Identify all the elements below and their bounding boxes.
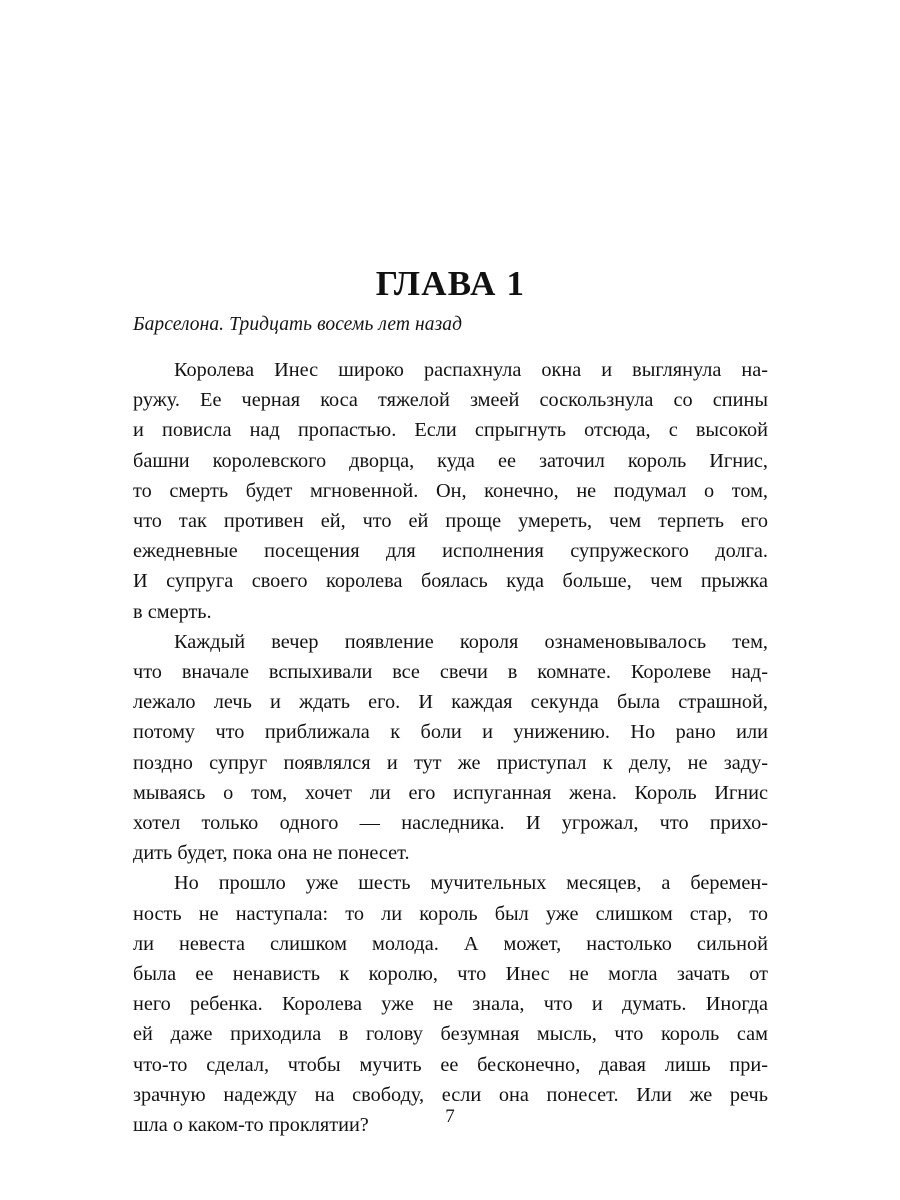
text-line: зрачную надежду на свободу, если она понесет. Или же речь — [133, 1083, 768, 1106]
body-text — [133, 355, 768, 1140]
text-line: что так противен ей, что ей проще умереть, чем терпеть его — [133, 510, 768, 533]
text-line: ли невеста слишком молода. А может, настолько сильной — [133, 932, 768, 955]
text-line: И супруга своего королева боялась куда больше, чем прыжка — [133, 570, 768, 593]
page-number: 7 — [445, 1106, 455, 1127]
text-line: хотел только одного — наследника. И угрожал, что прихо- — [133, 812, 768, 835]
text-line: него ребенка. Королева уже не знала, что и думать. Иногда — [133, 993, 768, 1016]
text-line: в смерть. — [133, 600, 212, 623]
text-line: ность не наступала: то ли король был уже слишком стар, то — [133, 902, 768, 925]
text-line: то смерть будет мгновенной. Он, конечно, не подумал о том, — [133, 479, 768, 502]
text-line: потому что приближала к боли и унижению. Но рано или — [133, 721, 768, 744]
paragraph — [133, 355, 768, 627]
text-line: Но прошло уже шесть мучительных месяцев, а беремен- — [174, 872, 768, 895]
text-line: была ее ненависть к королю, что Инес не могла зачать от — [133, 963, 768, 986]
text-line: поздно супруг появлялся и тут же приступал к делу, не заду- — [133, 751, 768, 774]
text-line: Королева Инес широко распахнула окна и выглянула на- — [174, 359, 768, 381]
text-line: ежедневные посещения для исполнения супружеского долга. — [133, 540, 768, 563]
text-line: ружу. Ее черная коса тяжелой змеей соскользнула со спины — [133, 389, 768, 412]
chapter-subtitle: Барселона. Тридцать восемь лет назад — [133, 314, 463, 335]
text-line: башни королевского дворца, куда ее заточил король Игнис, — [133, 449, 768, 472]
paragraph — [133, 627, 768, 869]
text-line: Каждый вечер появление короля ознаменовывалось тем, — [174, 630, 768, 653]
text-line: мываясь о том, хочет ли его испуганная жена. Король Игнис — [133, 781, 768, 804]
text-line: и повисла над пропастью. Если спрыгнуть отсюда, с высокой — [133, 419, 768, 442]
text-line: ей даже приходила в голову безумная мысль, что король сам — [133, 1023, 768, 1046]
paragraph — [133, 868, 768, 1140]
text-line: лежало лечь и ждать его. И каждая секунда была страшной, — [133, 691, 768, 714]
text-line: шла о каком-то проклятии? — [133, 1114, 369, 1137]
text-line: что вначале вспыхивали все свечи в комнате. Королеве над- — [133, 661, 768, 684]
page-title: ГЛАВА 1 — [375, 264, 526, 304]
text-line: что-то сделал, чтобы мучить ее бесконечно, давая лишь при- — [133, 1053, 768, 1076]
text-line: дить будет, пока она не понесет. — [133, 842, 410, 865]
